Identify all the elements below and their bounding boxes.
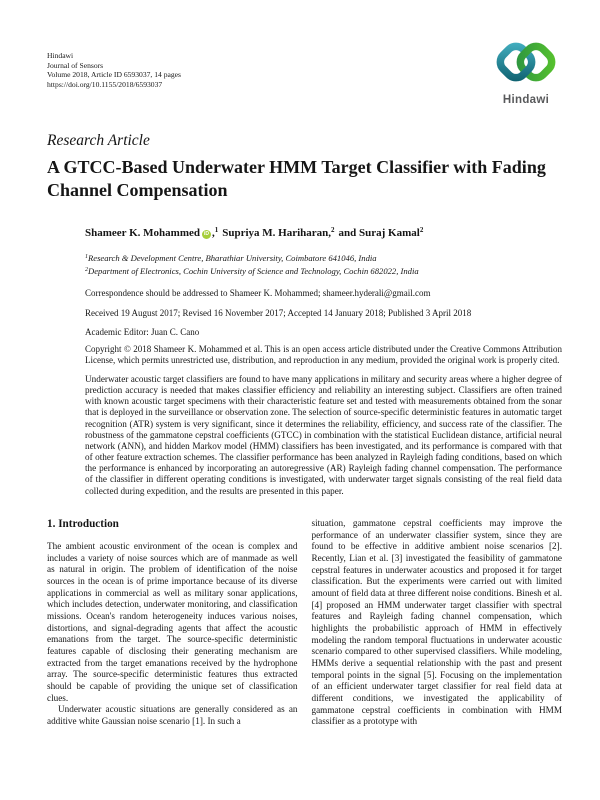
author-1-name: Shameer K. Mohammed [85,227,200,239]
hindawi-logo-icon [494,38,558,88]
copyright-notice: Copyright © 2018 Shameer K. Mohammed et al. This is an open access article distributed under the Creative Commons Attribution License, which permits unrestricted use, distribution, and reproduction in any medium, provided the original work is properly cited. [85,344,562,366]
author-3-affiliation-mark: 2 [419,226,424,234]
affiliation-2 [85,264,419,277]
affiliation-1 [85,251,419,264]
affiliation-1-text: Research & Development Centre, Bharathiar University, Coimbatore 641046, India [88,253,377,263]
right-column [312,518,563,728]
correspondence-email-link[interactable]: shameer.hyderali@gmail.com [322,288,431,298]
page-title: A GTCC-Based Underwater HMM Target Classifier with Fading Channel Compensation [47,157,546,200]
affiliations [85,251,419,278]
hindawi-logo [488,38,564,106]
academic-editor-line: Academic Editor: Juan C. Cano [85,327,200,337]
intro-paragraph-2: Underwater acoustic situations are generally considered as an additive white Gaussian noise scenario [1]. In such a [47,704,298,726]
author-1-comma: , [211,227,215,239]
intro-paragraph-continuation: situation, gammatone cepstral coefficients may improve the performance of an underwater classifier system, since they are found to be effective in additive ambient noise scenarios [2]. Recently, Lian et al. [3] investigated the feasibility of gammatone cepstral features in underwater acoustics and proposed it for target classification. But the experiments were carried out with limited amount of field data at three different noise conditions. Binesh et al. [4] proposed an HMM underwater target classifier with spectral features and Rayleigh fading channel compensation, which highlights the probabilistic approach of HMM in effectively modeling the random temporal fluctuations in underwater acoustic scenario compared to other supervised classifiers. While modeling, HMMs derive a sequential relationship with the past and present temporal points in the signal [5]. Focusing on the implementation of an efficient underwater target classifier for real field data at different conditions, we investigated the applicability of gammatone cepstral coefficients in combination with HMM classifier as a prototype with [311,518,562,727]
article-body [47,518,562,728]
correspondence-text: Correspondence should be addressed to Shameer K. Mohammed; [85,288,323,298]
volume-info: Volume 2018, Article ID 6593037, 14 pages [47,70,181,80]
hindawi-logo-wordmark: Hindawi [502,94,550,106]
publisher-name: Hindawi [47,51,74,60]
section-heading-introduction: 1. Introduction [47,518,119,530]
masthead [47,51,181,90]
journal-name: Journal of Sensors [47,60,104,70]
article-history-line: Received 19 August 2017; Revised 16 November 2017; Accepted 14 January 2018; Published 3 April 2018 [85,308,472,318]
affiliation-1-mark: 1 [85,254,88,260]
author-1-affiliation-mark: 1 [214,226,219,234]
correspondence-line [85,288,430,298]
orcid-icon[interactable]: iD [203,231,209,237]
affiliation-2-mark: 2 [85,267,88,274]
left-column [47,518,298,728]
doi-link[interactable]: https://doi.org/10.1155/2018/6593037 [47,80,163,90]
author-line [85,226,423,239]
author-2-name: Supriya M. Hariharan, [222,227,332,239]
intro-paragraph-1: The ambient acoustic environment of the ocean is complex and includes a variety of noise sources which are of manmade as well as natural in origin. The problem of identification of the noise sources in the ocean is of prime importance because of its diverse applications in commercial as well as military sonar applications, which includes detection, underwater monitoring, and classification missions. Ocean's random heterogeneity induces various noises, distortions, and signal-degrading agents that affect the acoustic emanations from the target. The source-specific deterministic features capable of disclosing their generating mechanism are extracted from the target emanations received by the hydrophone array. The source-specific deterministic features thus extracted should be capable of providing the unique set of classification clues. [47,541,298,703]
author-2-affiliation-mark: 2 [331,226,335,234]
affiliation-2-text: Department of Electronics, Cochin University of Science and Technology, Cochin 682022, India [88,266,419,277]
article-type-label: Research Article [47,132,150,149]
abstract-text: Underwater acoustic target classifiers are found to have many applications in military and security areas where a higher degree of prediction accuracy is needed that makes classifier efficiency and reliability an interesting subject. Classifiers are often trained with known acoustic target specimens with their characteristic feature set and tested with measurements obtained from the sonar that is deployed in the surveillance or observation zone. The selection of source-specific deterministic features in automatic target recognition (ATR) system is very significant, since it determines the reliability, efficiency, and success rate of the classifier. The robustness of the gammatone cepstral coefficients (GTCC) in combination with the statistical Euclidean distance, artificial neural network (ANN), and hidden Markov model (HMM) classifiers has been investigated, and its performance is compared with that of other feature extraction schemes. The classifier performance has been analyzed in Rayleigh fading conditions, based on which the performance is enhanced by incorporating an autoregressive (AR) Rayleigh fading channel compensation. The performance of the classifier in different operating conditions is investigated, with underwater target signals consisting of the real field data collected during expedition, and the results are presented in this paper. [85,374,562,496]
author-3-name: and Suraj Kamal [338,227,420,239]
